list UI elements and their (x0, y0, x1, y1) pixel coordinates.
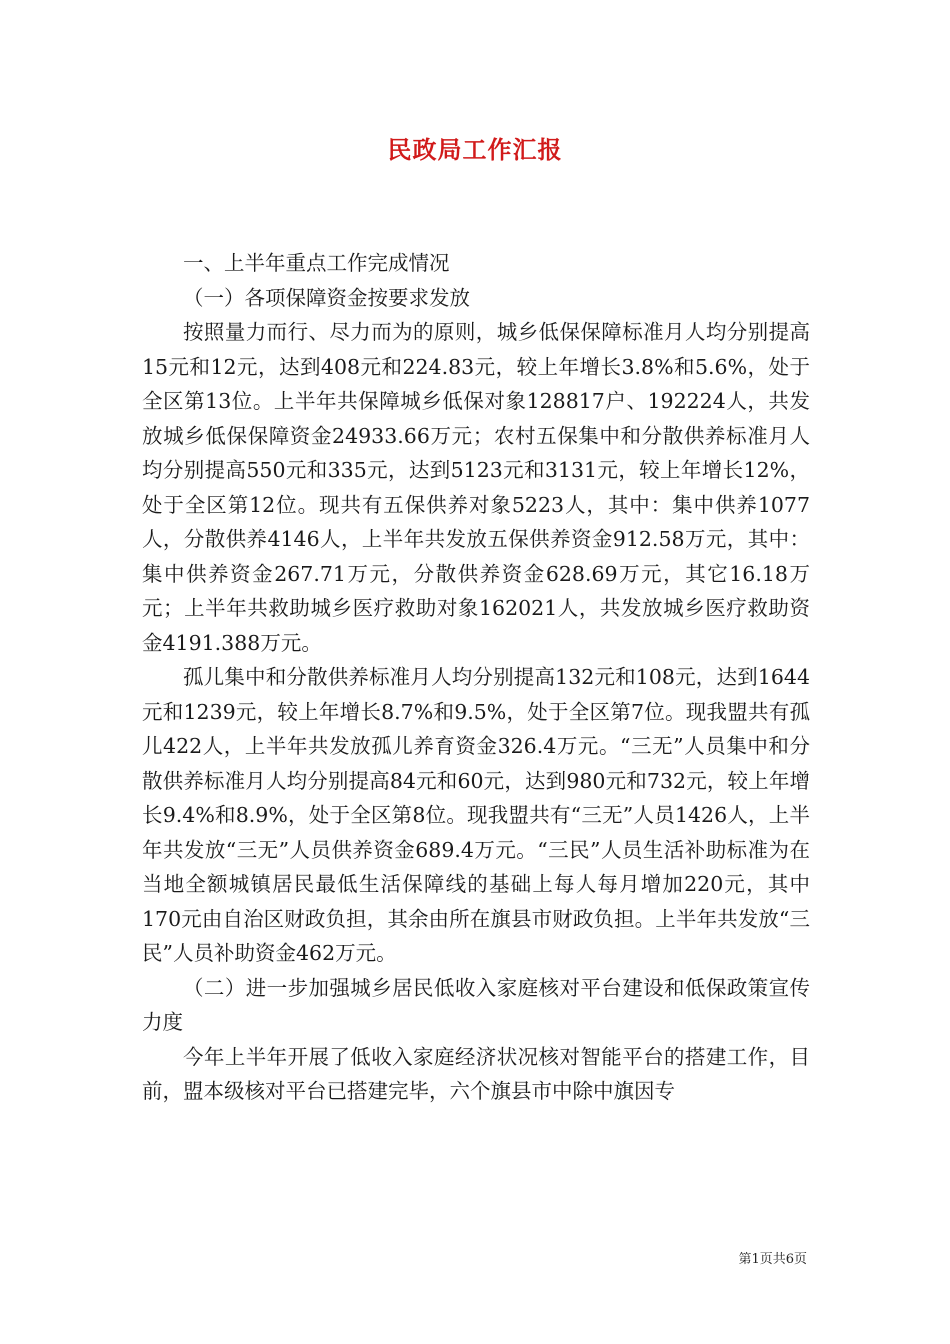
document-body (142, 246, 810, 1109)
page-number-footer: 第1页共6页 (738, 1252, 807, 1267)
section-heading-1: 一、上半年重点工作完成情况 (183, 251, 450, 275)
document-title: 民政局工作汇报 (387, 135, 563, 164)
paragraph: 按照量力而行、尽力而为的原则，城乡低保保障标准月人均分别提高15元和12元，达到408元和224.83元，较上年增长3.8%和5.6%，处于全区第13位。上半年共保障城乡低保对象128817户、192224人，共发放城乡低保保障资金24933.66万元；农村五保集中和分散供养标准月人均分别提高550元和335元，达到5123元和3131元，较上年增长12%，处于全区第12位。现共有五保供养对象5223人，其中：集中供养1077人，分散供养4146人，上半年共发放五保供养资金912.58万元，其中：集中供养资金267.71万元，分散供养资金628.69万元，其它16.18万元；上半年共救助城乡医疗救助对象162021人，共发放城乡医疗救助资金4191.388万元。 (142, 320, 810, 655)
paragraph: 孤儿集中和分散供养标准月人均分别提高132元和108元，达到1644元和1239元，较上年增长8.7%和9.5%，处于全区第7位。现我盟共有孤儿422人，上半年共发放孤儿养育资金326.4万元。“三无”人员集中和分散供养标准月人均分别提高84元和60元，达到980元和732元，较上年增长9.4%和8.9%，处于全区第8位。现我盟共有“三无”人员1426人，上半年共发放“三无”人员供养资金689.4万元。“三民”人员生活补助标准为在当地全额城镇居民最低生活保障线的基础上每人每月增加220元，其中170元由自治区财政负担，其余由所在旗县市财政负担。上半年共发放“三民”人员补助资金462万元。 (142, 665, 810, 965)
paragraph: 今年上半年开展了低收入家庭经济状况核对智能平台的搭建工作，目前，盟本级核对平台已搭建完毕，六个旗县市中除中旗因专 (142, 1044, 810, 1103)
subsection-heading-2: （二）进一步加强城乡居民低收入家庭核对平台建设和低保政策宣传力度 (142, 975, 810, 1034)
subsection-heading-1: （一）各项保障资金按要求发放 (183, 285, 470, 310)
